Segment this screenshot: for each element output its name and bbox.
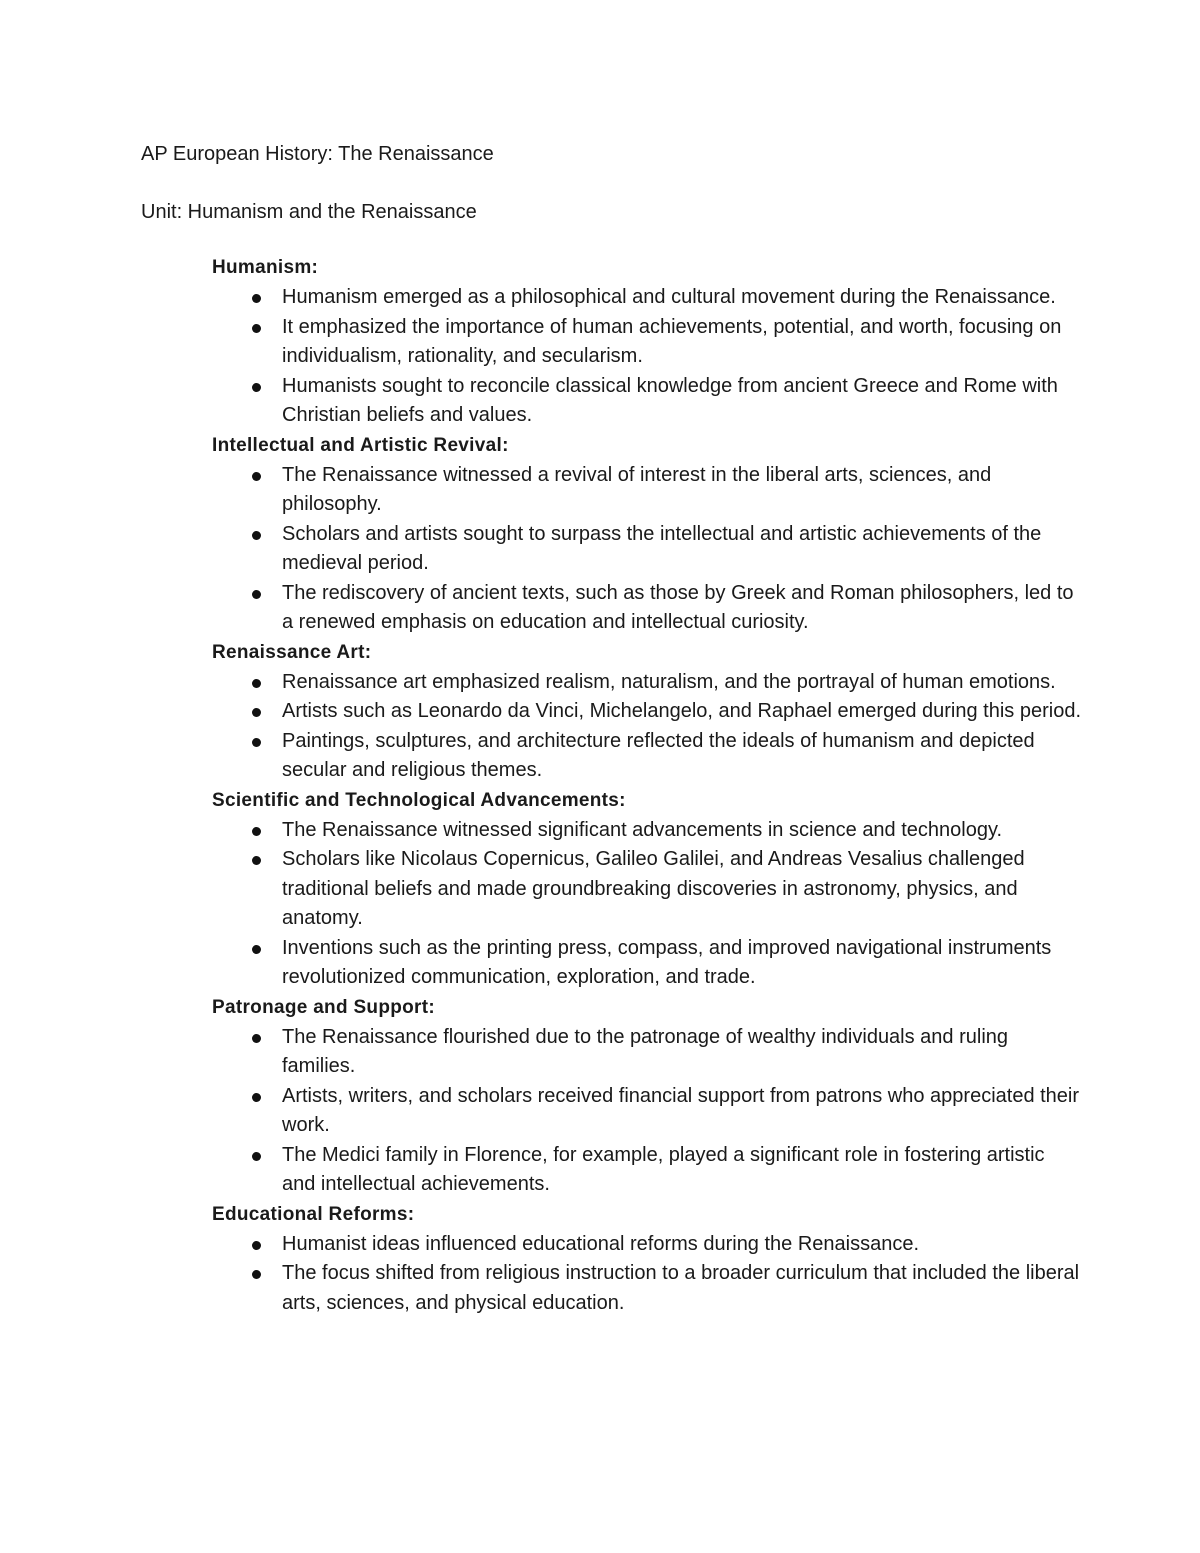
list-item — [212, 461, 1082, 520]
list-item-text: Humanists sought to reconcile classical knowledge from ancient Greece and Rome with Christian beliefs and values. — [282, 374, 1058, 426]
section-renaissance-art — [212, 638, 1082, 786]
list-item-text: The Renaissance witnessed significant advancements in science and technology. — [282, 818, 1003, 841]
list-item-text: Humanist ideas influenced educational reforms during the Renaissance. — [282, 1232, 920, 1255]
list-item-text: Scholars and artists sought to surpass the intellectual and artistic achievements of the medieval period. — [282, 522, 1042, 574]
list-item — [212, 579, 1082, 638]
unit-title: Unit: Humanism and the Renaissance — [141, 201, 477, 223]
list-item-text: Artists such as Leonardo da Vinci, Michelangelo, and Raphael emerged during this period. — [282, 700, 1082, 722]
list-item-text: Artists, writers, and scholars received financial support from patrons who appreciated their work. — [282, 1084, 1080, 1136]
list-item-text: Scholars like Nicolaus Copernicus, Galileo Galilei, and Andreas Vesalius challenged traditional beliefs and made groundbreaking discoveries in astronomy, physics, and anatomy. — [282, 848, 1025, 929]
bullet-icon — [252, 945, 261, 954]
list-item-text: Humanism emerged as a philosophical and cultural movement during the Renaissance. — [282, 286, 1056, 308]
bullet-icon — [252, 1152, 261, 1161]
section-scientific-technological — [212, 786, 1082, 993]
list-item-text: The Renaissance flourished due to the patronage of wealthy individuals and ruling families. — [282, 1025, 1009, 1077]
list-item-text: Inventions such as the printing press, compass, and improved navigational instruments revolutionized communication, exploration, and trade. — [282, 936, 1052, 988]
list-item-text: It emphasized the importance of human achievements, potential, and worth, focusing on individualism, rationality, and secularism. — [282, 315, 1062, 367]
bullet-icon — [252, 1034, 261, 1043]
bullet-icon — [252, 590, 261, 599]
section-heading: Intellectual and Artistic Revival: — [212, 434, 509, 456]
list-item-text: Paintings, sculptures, and architecture reflected the ideals of humanism and depicted secular and religious themes. — [282, 729, 1035, 781]
list-item — [212, 1023, 1082, 1082]
bullet-icon — [252, 1241, 261, 1250]
bullet-icon — [252, 1270, 261, 1279]
section-humanism — [212, 253, 1082, 431]
section-heading: Scientific and Technological Advancements: — [212, 789, 626, 811]
bullet-list — [212, 668, 1082, 786]
document-title: AP European History: The Renaissance — [141, 143, 494, 165]
bullet-icon — [252, 472, 261, 481]
bullet-icon — [252, 679, 261, 688]
list-item — [212, 934, 1082, 993]
bullet-icon — [252, 827, 261, 836]
section-intellectual-artistic-revival — [212, 431, 1082, 638]
bullet-list — [212, 816, 1082, 993]
bullet-list — [212, 1023, 1082, 1200]
section-heading: Patronage and Support: — [212, 996, 435, 1018]
list-item — [212, 283, 1082, 313]
list-item — [212, 1082, 1082, 1141]
bullet-icon — [252, 708, 261, 717]
bullet-icon — [252, 324, 261, 333]
list-item — [212, 372, 1082, 431]
list-item-text: The Medici family in Florence, for example, played a significant role in fostering artistic and intellectual achievements. — [282, 1143, 1045, 1195]
list-item — [212, 845, 1082, 934]
list-item — [212, 1230, 1082, 1260]
bullet-icon — [252, 1093, 261, 1102]
list-item — [212, 1259, 1082, 1318]
section-educational-reforms — [212, 1200, 1082, 1319]
list-item-text: The Renaissance witnessed a revival of interest in the liberal arts, sciences, and philosophy. — [282, 463, 992, 515]
list-item — [212, 697, 1082, 727]
bullet-icon — [252, 294, 261, 303]
bullet-icon — [252, 531, 261, 540]
list-item-text: The focus shifted from religious instruction to a broader curriculum that included the liberal arts, sciences, and physical education. — [282, 1262, 1080, 1314]
list-item — [212, 520, 1082, 579]
list-item — [212, 1141, 1082, 1200]
section-heading: Educational Reforms: — [212, 1203, 415, 1225]
bullet-icon — [252, 383, 261, 392]
list-item-text: The rediscovery of ancient texts, such as those by Greek and Roman philosophers, led to a renewed emphasis on education and intellectual curiosity. — [282, 581, 1074, 633]
bullet-list — [212, 1230, 1082, 1319]
list-item — [212, 816, 1082, 846]
bullet-list — [212, 283, 1082, 431]
bullet-icon — [252, 738, 261, 747]
section-patronage-support — [212, 993, 1082, 1200]
bullet-list — [212, 461, 1082, 638]
section-heading: Renaissance Art: — [212, 641, 372, 663]
bullet-icon — [252, 856, 261, 865]
section-heading: Humanism: — [212, 257, 319, 278]
list-item — [212, 727, 1082, 786]
list-item-text: Renaissance art emphasized realism, naturalism, and the portrayal of human emotions. — [282, 670, 1056, 693]
list-item — [212, 313, 1082, 372]
list-item — [212, 668, 1082, 698]
notes-content — [212, 253, 1082, 1318]
